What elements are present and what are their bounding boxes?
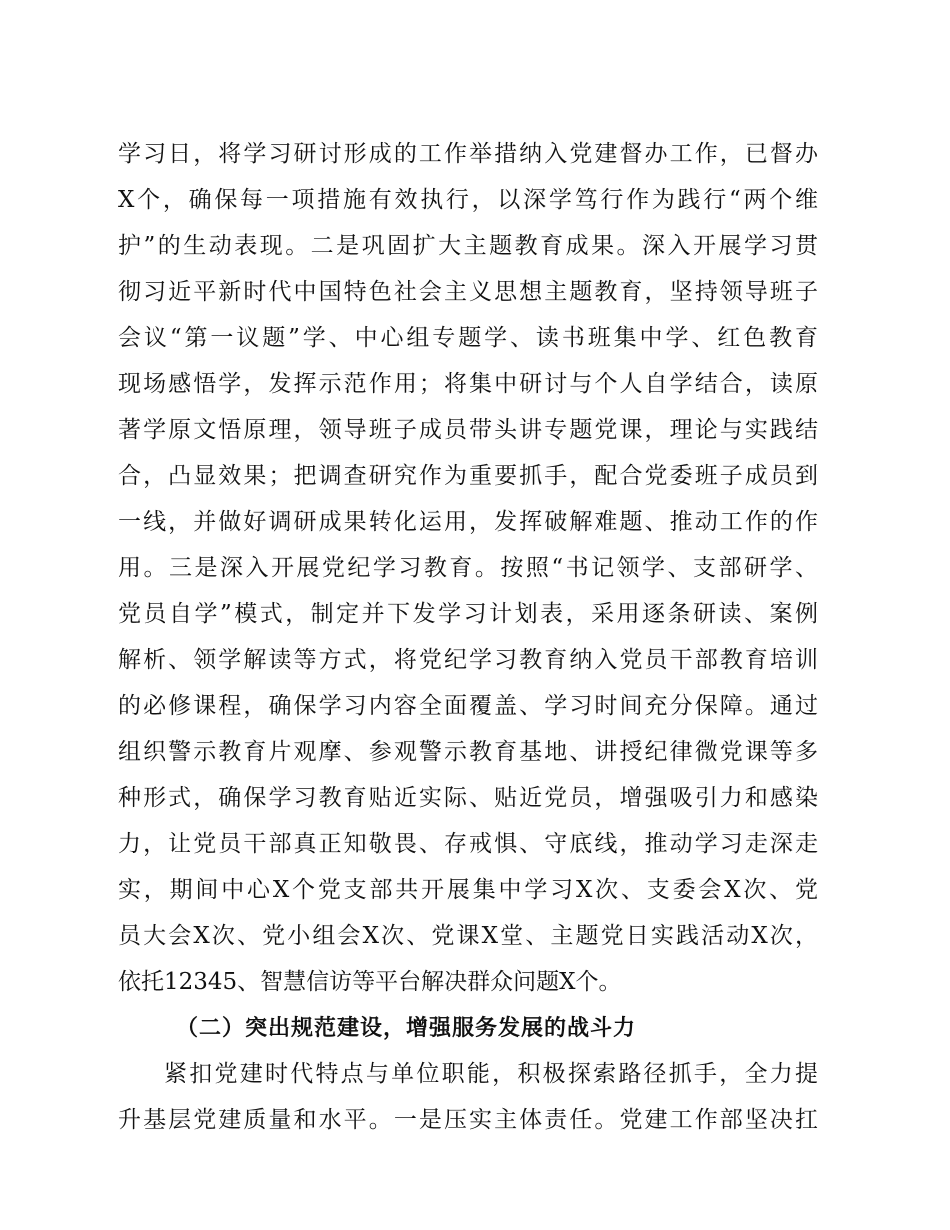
section-heading: （二）突出规范建设，增强服务发展的战斗力 [176,1015,637,1041]
body-text-line: 一线，并做好调研成果转化运用，发挥破解难题、推动工作的作 [118,509,818,535]
body-text-line: 党员自学”模式，制定并下发学习计划表，采用逐条研读、案例 [118,601,818,627]
body-text-line: 学习日，将学习研讨形成的工作举措纳入党建督办工作，已督办 [118,141,818,167]
body-text-line: 的必修课程，确保学习内容全面覆盖、学习时间充分保障。通过 [118,693,818,719]
body-text-line: 紧扣党建时代特点与单位职能，积极探索路径抓手，全力提 [164,1061,818,1087]
body-text-line: 彻习近平新时代中国特色社会主义思想主题教育，坚持领导班子 [118,279,818,305]
body-text-line: 合，凸显效果；把调查研究作为重要抓手，配合党委班子成员到 [118,463,818,489]
body-text-line: 解析、领学解读等方式，将党纪学习教育纳入党员干部教育培训 [118,647,818,673]
body-text-line: 护”的生动表现。二是巩固扩大主题教育成果。深入开展学习贯 [118,233,818,259]
body-text-line: 员大会X次、党小组会X次、党课X堂、主题党日实践活动X次， [118,923,818,949]
body-text-line: X个，确保每一项措施有效执行，以深学笃行作为践行“两个维 [118,187,818,213]
body-text-line: 实，期间中心X个党支部共开展集中学习X次、支委会X次、党 [118,877,818,903]
body-text-line: 种形式，确保学习教育贴近实际、贴近党员，增强吸引力和感染 [118,785,818,811]
body-text-line: 现场感悟学，发挥示范作用；将集中研讨与个人自学结合，读原 [118,371,818,397]
body-text-line: 组织警示教育片观摩、参观警示教育基地、讲授纪律微党课等多 [118,739,818,765]
body-text-line: 著学原文悟原理，领导班子成员带头讲专题党课，理论与实践结 [118,417,818,443]
body-text-line: 依托12345、智慧信访等平台解决群众问题X个。 [118,969,622,995]
body-text-line: 升基层党建质量和水平。一是压实主体责任。党建工作部坚决扛 [118,1107,818,1133]
body-text-line: 会议“第一议题”学、中心组专题学、读书班集中学、红色教育 [118,325,818,351]
body-text-line: 用。三是深入开展党纪学习教育。按照“书记领学、支部研学、 [118,555,818,581]
body-text-line: 力，让党员干部真正知敬畏、存戒惧、守底线，推动学习走深走 [118,831,818,857]
